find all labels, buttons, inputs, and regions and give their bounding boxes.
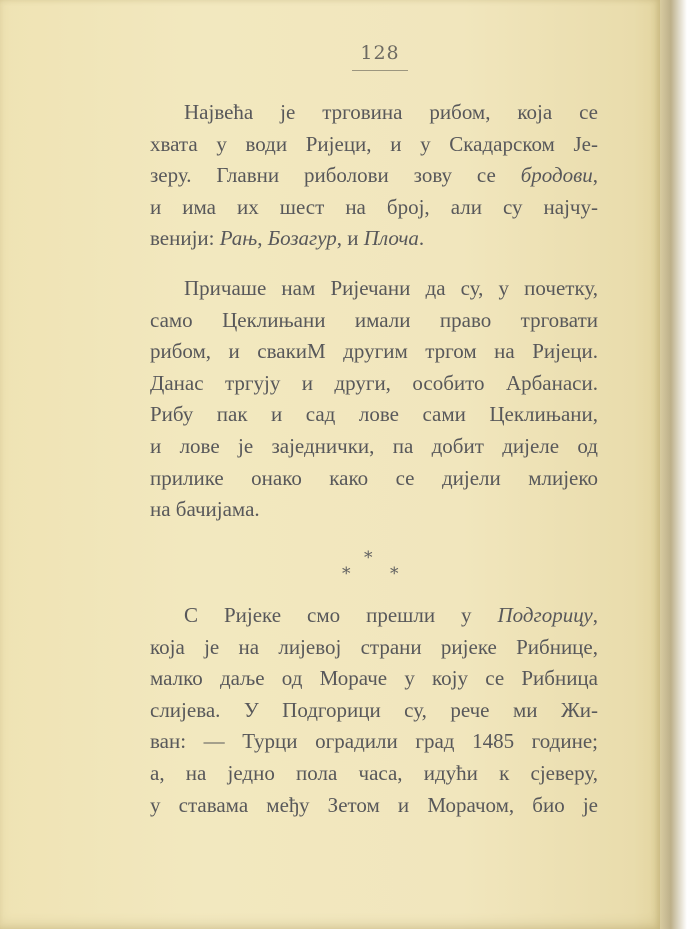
text-segment: С Ријеке смо прешли у: [184, 603, 498, 627]
italic-term-brodovi: бродови: [520, 163, 593, 188]
text-line: [150, 192, 598, 224]
italic-term-bozagur: Бозагур: [267, 226, 337, 251]
text-segment: , и: [336, 226, 364, 251]
text-line: [150, 223, 598, 255]
paragraph-rijecani-story: [150, 273, 598, 526]
text-line: на бачијама.: [150, 497, 260, 522]
text-line: Причаше нам Ријечани да су, у почетку,: [184, 276, 598, 300]
section-separator-asterisks: [330, 548, 410, 588]
text-segment: ,: [257, 226, 268, 251]
text-segment: у ставама међу Зетом и Морачом, био је: [150, 792, 598, 817]
text-segment: венији:: [150, 226, 220, 251]
text-segment: ван: — Турци оградили град 1485 године;: [150, 729, 598, 754]
text-segment: зеру. Главни риболови зову се: [150, 163, 521, 188]
italic-term-ranj: Рањ: [219, 226, 258, 251]
page-edge-shadow: [660, 0, 687, 929]
text-line: само Цеклињани имали право трговати: [150, 307, 598, 332]
paragraph-podgorica: [150, 600, 598, 821]
text-line: прилике онако како се дијели млијеко: [150, 465, 598, 490]
text-segment: ,: [592, 603, 598, 627]
asterisk: *: [342, 564, 351, 584]
text-line: [150, 695, 598, 727]
asterisk: *: [364, 548, 373, 568]
text-line: Рибу пак и сад лове сами Цеклињани,: [150, 402, 598, 427]
italic-term-podgoricu: Подгорицу: [497, 603, 593, 627]
text-line: [150, 600, 598, 632]
text-line: [150, 129, 598, 161]
page-number: 128: [360, 42, 400, 64]
text-segment: слијева. У Подгорици су, рече ми Жи-: [150, 697, 598, 722]
page-number-underline: [352, 70, 408, 71]
italic-term-plocha: Плоча: [363, 226, 419, 251]
text-segment: а, на једно пола часа, идући к сјеверу,: [150, 760, 598, 785]
asterisk: *: [390, 564, 399, 584]
text-segment: малко даље од Мораче у коју се Рибница: [150, 666, 598, 691]
text-line: и лове је заједнички, па добит дијеле од: [150, 433, 598, 458]
text-line: [150, 160, 598, 192]
text-segment: и има их шест на број, али су најчу-: [150, 194, 598, 219]
text-segment: која је на лијевој страни ријеке Рибнице,: [150, 634, 598, 659]
text-line: [150, 663, 598, 695]
paragraph-fishing-trade: [150, 97, 598, 255]
text-segment: Највећа је трговина рибом, која се: [184, 100, 598, 124]
text-segment: .: [418, 226, 425, 251]
text-line: Данас тргују и други, особито Арбанаси.: [150, 370, 598, 395]
text-line: [150, 726, 598, 758]
text-segment: хвата у води Ријеци, и у Скадарском Је-: [150, 131, 598, 156]
text-line: [150, 790, 598, 822]
text-line: [150, 758, 598, 790]
text-line: [150, 632, 598, 664]
text-segment: ,: [592, 163, 598, 188]
text-line: [150, 97, 598, 129]
text-line: рибом, и свакиM другим тргом на Ријеци.: [150, 339, 598, 364]
